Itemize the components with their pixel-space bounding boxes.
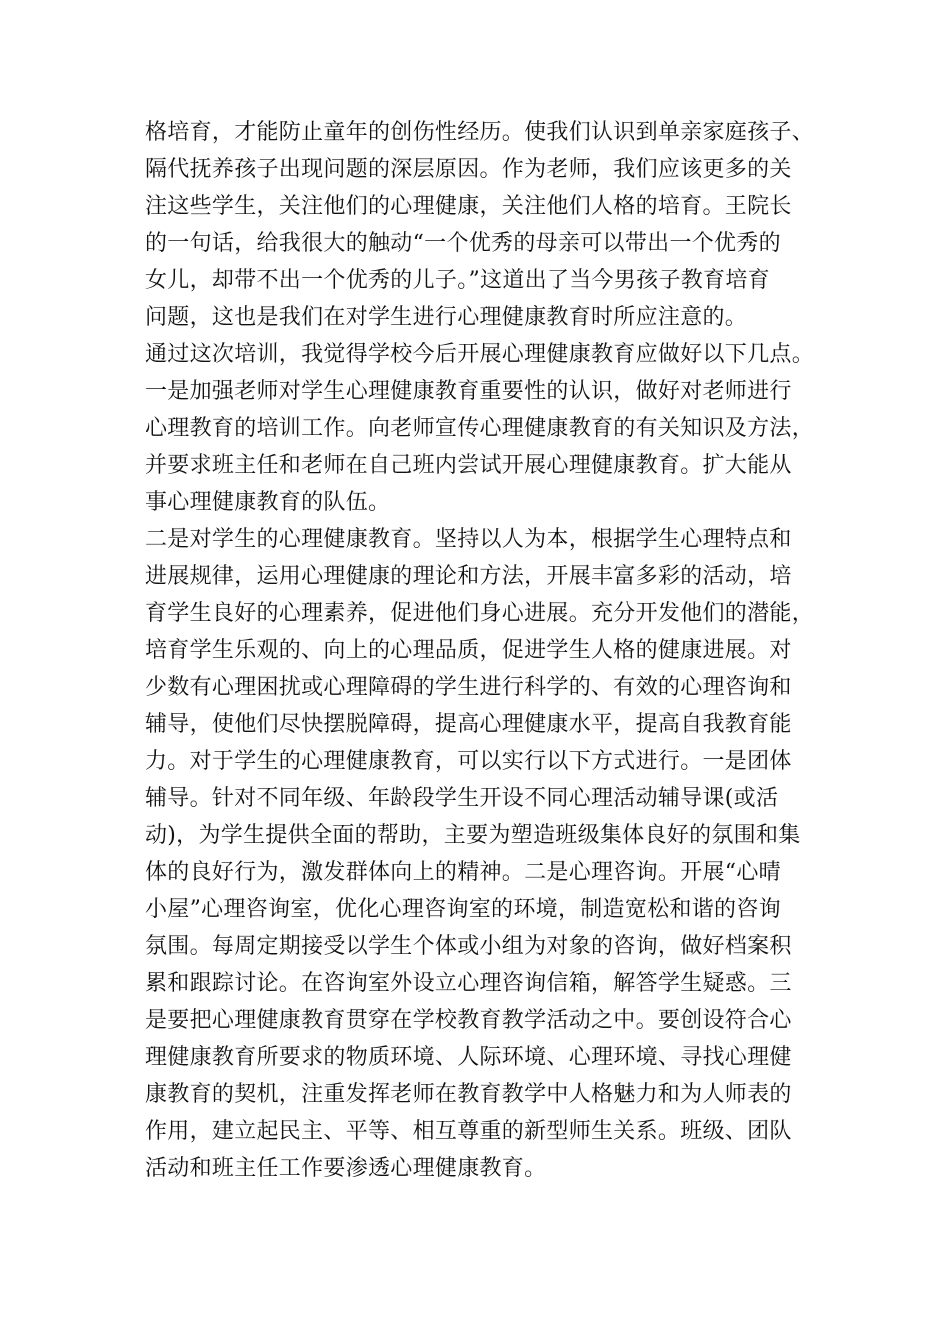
- text-line: 理健康教育所要求的物质环境、人际环境、心理环境、寻找心理健: [145, 1045, 792, 1070]
- text-line: 并要求班主任和老师在自己班内尝试开展心理健康教育。扩大能从: [145, 453, 792, 478]
- text-line: 的一句话，给我很大的触动“一个优秀的母亲可以带出一个优秀的: [145, 231, 781, 256]
- text-line: 是要把心理健康教育贯穿在学校教育教学活动之中。要创设符合心: [145, 1008, 792, 1033]
- text-line: 问题，这也是我们在对学生进行心理健康教育时所应注意的。: [145, 305, 748, 330]
- text-line: 活动和班主任工作要渗透心理健康教育。: [145, 1156, 547, 1181]
- text-line: 作用，建立起民主、平等、相互尊重的新型师生关系。班级、团队: [145, 1119, 792, 1144]
- text-line: 女儿，却带不出一个优秀的儿子。”这道出了当今男孩子教育培育: [145, 268, 770, 293]
- text-line: 累和跟踪讨论。在咨询室外设立心理咨询信箱，解答学生疑惑。三: [145, 971, 792, 996]
- text-line: 康教育的契机，注重发挥老师在教育教学中人格魅力和为人师表的: [145, 1082, 792, 1107]
- text-line: 力。对于学生的心理健康教育，可以实行以下方式进行。一是团体: [145, 749, 792, 774]
- text-line: 二是对学生的心理健康教育。坚持以人为本，根据学生心理特点和: [145, 527, 792, 552]
- text-line: 格培育，才能防止童年的创伤性经历。使我们认识到单亲家庭孩子、: [145, 120, 815, 145]
- text-line: 少数有心理困扰或心理障碍的学生进行科学的、有效的心理咨询和: [145, 675, 792, 700]
- text-line: 小屋”心理咨询室，优化心理咨询室的环境，制造宽松和谐的咨询: [145, 897, 781, 922]
- text-line: 注这些学生，关注他们的心理健康，关注他们人格的培育。王院长: [145, 194, 792, 219]
- text-line: 育学生良好的心理素养，促进他们身心进展。充分开发他们的潜能，: [145, 601, 815, 626]
- text-line: 培育学生乐观的、向上的心理品质，促进学生人格的健康进展。对: [145, 638, 792, 663]
- text-line: 事心理健康教育的队伍。: [145, 490, 391, 515]
- text-line: 辅导，使他们尽快摆脱障碍，提高心理健康水平，提高自我教育能: [145, 712, 792, 737]
- text-line: 体的良好行为，激发群体向上的精神。二是心理咨询。开展“心晴: [145, 860, 781, 885]
- text-line: 辅导。针对不同年级、年龄段学生开设不同心理活动辅导课(或活: [145, 786, 779, 811]
- text-line: 进展规律，运用心理健康的理论和方法，开展丰富多彩的活动，培: [145, 564, 792, 589]
- text-line: 一是加强老师对学生心理健康教育重要性的认识，做好对老师进行: [145, 379, 792, 404]
- text-line: 心理教育的培训工作。向老师宣传心理健康教育的有关知识及方法，: [145, 416, 815, 441]
- text-line: 氛围。每周定期接受以学生个体或小组为对象的咨询，做好档案积: [145, 934, 792, 959]
- text-line: 动)，为学生提供全面的帮助，主要为塑造班级集体良好的氛围和集: [145, 823, 801, 848]
- text-line: 通过这次培训，我觉得学校今后开展心理健康教育应做好以下几点。: [145, 342, 815, 367]
- text-line: 隔代抚养孩子出现问题的深层原因。作为老师，我们应该更多的关: [145, 157, 792, 182]
